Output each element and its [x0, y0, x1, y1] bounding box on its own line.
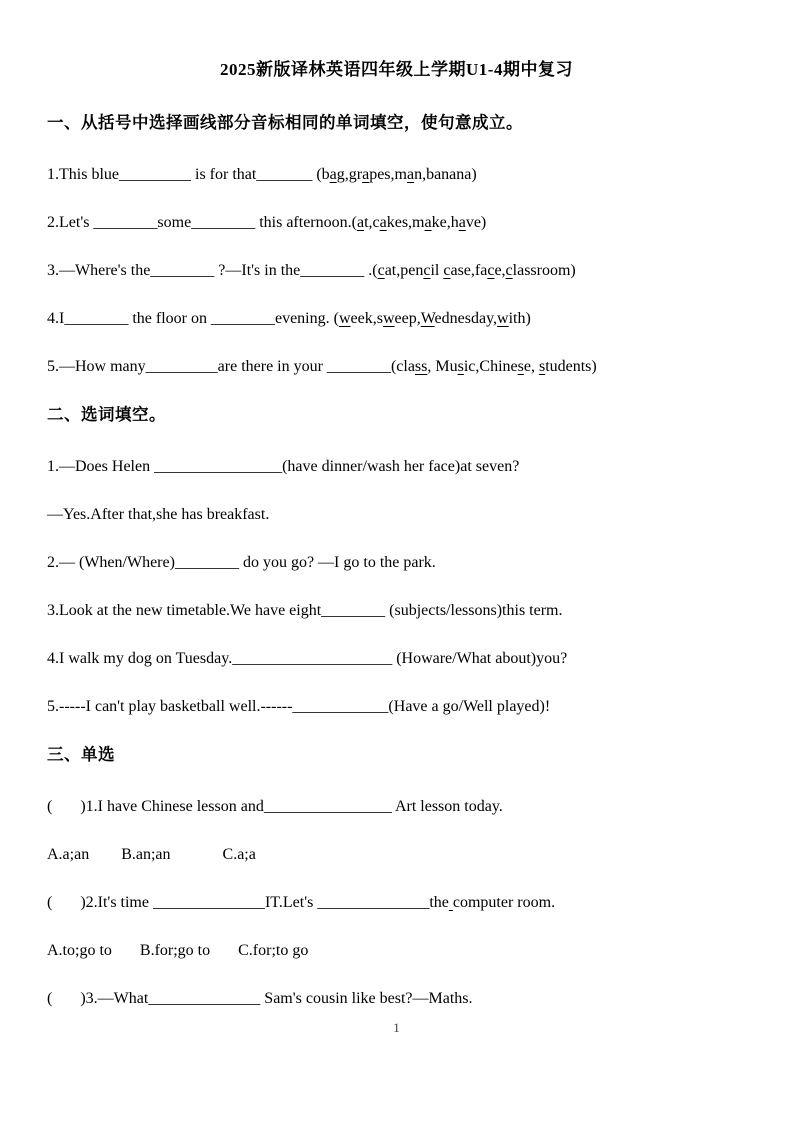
section-1-heading: 一、从括号中选择画线部分音标相同的单词填空，使句意成立。 [47, 113, 523, 132]
section-2-question-1: 1.—Does Helen ________________(have dinner/wash her face)at seven? [47, 458, 520, 475]
section-3-question-1-options: A.a;an B.an;an C.a;a [47, 846, 256, 863]
section-1-question-5: 5.—How many_________are there in your ________(class, Music,Chinese, students) [47, 358, 597, 375]
section-1-question-3: 3.—Where's the________ ?—It's in the________ .(cat,pencil case,face,classroom) [47, 262, 576, 279]
section-1-question-2: 2.Let's ________some________ this afternoon.(at,cakes,make,have) [47, 214, 487, 231]
section-phonetics [47, 112, 746, 378]
section-3-heading: 三、单选 [47, 745, 115, 764]
section-2-question-2: 2.— (When/Where)________ do you go? —I go to the park. [47, 554, 436, 571]
page-number: 1 [393, 1020, 400, 1035]
section-1-question-4: 4.I________ the floor on ________evening. (week,sweep,Wednesday,with) [47, 310, 531, 327]
section-1-question-1: 1.This blue_________ is for that_______ (bag,grapes,man,banana) [47, 166, 477, 183]
section-2-heading: 二、选词填空。 [47, 405, 166, 424]
document-title: 2025新版译林英语四年级上学期U1-4期中复习 [220, 60, 573, 79]
section-word-choice [47, 404, 746, 718]
section-2-question-3: 3.Look at the new timetable.We have eight________ (subjects/lessons)this term. [47, 602, 563, 619]
section-3-question-2-options: A.to;go to B.for;go to C.for;to go [47, 942, 309, 959]
section-3-question-2: ( )2.It's time ______________IT.Let's ______________the computer room. [47, 894, 556, 911]
section-3-question-1: ( )1.I have Chinese lesson and________________ Art lesson today. [47, 798, 503, 815]
section-2-question-4: 4.I walk my dog on Tuesday.____________________ (Howare/What about)you? [47, 650, 568, 667]
section-2-question-5: 5.-----I can't play basketball well.------____________(Have a go/Well played)! [47, 698, 551, 715]
section-multiple-choice [47, 744, 746, 1010]
section-3-question-3: ( )3.—What______________ Sam's cousin like best?—Maths. [47, 990, 473, 1007]
section-2-question-1-answer: —Yes.After that,she has breakfast. [47, 506, 270, 523]
